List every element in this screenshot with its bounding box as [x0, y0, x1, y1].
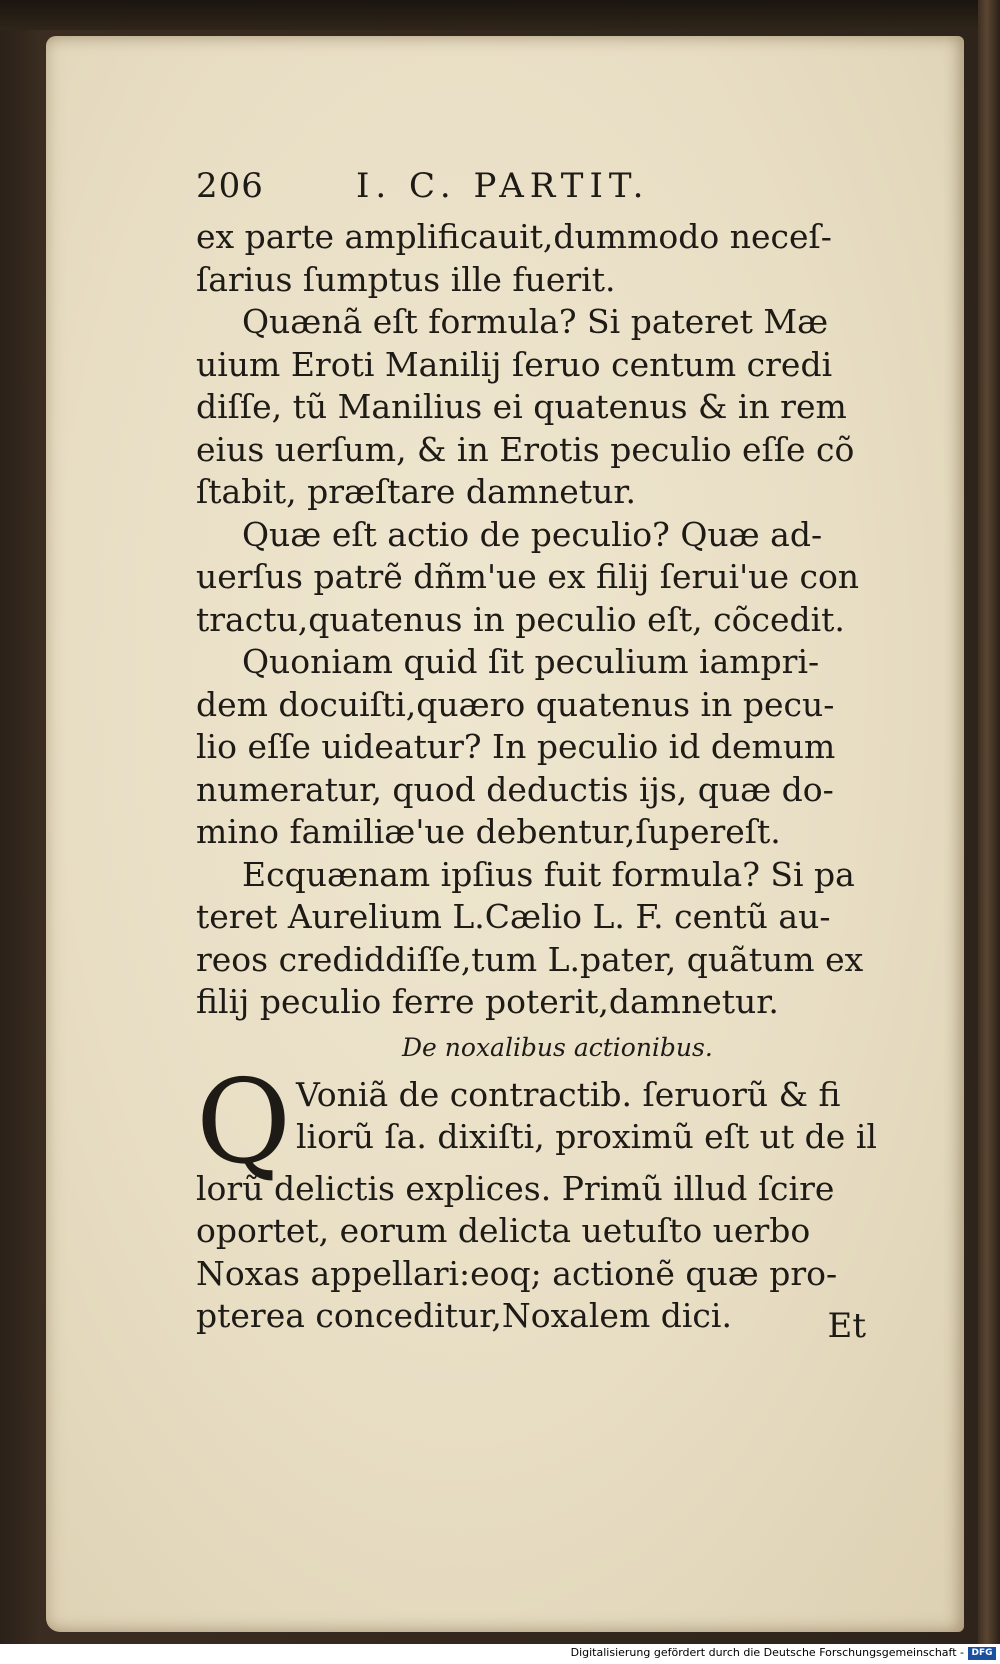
- dfg-logo-icon: DFG: [968, 1647, 996, 1660]
- text-line: eius uerſum, & in Erotis peculio eſſe cõ: [196, 429, 855, 469]
- drop-cap-initial: Q: [196, 1054, 292, 1190]
- funding-credit: Digitalisierung gefördert durch die Deutsche Forschungsgemeinschaft -: [570, 1646, 964, 1659]
- text-line: numeratur, quod deductis ijs, quæ do-: [196, 769, 834, 809]
- running-head: [196, 166, 956, 216]
- text-line: mino familiæ'ue debentur,ſupereſt.: [196, 812, 781, 851]
- text-line: reos crediddiſſe,tum L.pater, quãtum ex: [196, 939, 864, 979]
- catchword: Et: [827, 1306, 866, 1346]
- text-line: Quæ eſt actio de peculio? Quæ ad-: [242, 514, 823, 554]
- text-line: Ecquænam ipſius fuit formula? Si pa: [242, 854, 855, 894]
- text-line: dem docuiſti,quæro quatenus in pecu-: [196, 684, 835, 724]
- text-line: uerſus patrẽ dñm'ue ex filij ſerui'ue con: [196, 557, 860, 596]
- text-line: Noxas appellari:eoq; actionẽ quæ pro-: [196, 1253, 838, 1293]
- initial-lines: [296, 1074, 956, 1168]
- book-edge-right: [978, 0, 1000, 1644]
- text-line: ex parte amplificauit,dummodo neceſ-: [196, 217, 832, 256]
- text-line: lorũ delictis explices. Primũ illud ſcire: [196, 1168, 835, 1208]
- text-line: Quoniam quid ſit peculium iampri-: [242, 642, 820, 681]
- text-line: ſtabit, præſtare damnetur.: [196, 472, 636, 511]
- book-edge-top: [0, 0, 1000, 30]
- section-heading: De noxalibus actionibus.: [402, 1032, 713, 1062]
- text-line: filij peculio ferre poterit,damnetur.: [196, 982, 779, 1021]
- footer-bar: [0, 1644, 1000, 1664]
- text-line: oportet, eorum delicta uetuſto uerbo: [196, 1211, 811, 1250]
- text-line: teret Aurelium L.Cælio L. F. centũ au-: [196, 897, 831, 936]
- text-block: [196, 166, 956, 1338]
- text-line: Voniã de contractib. ſeruorũ & fi: [296, 1074, 841, 1114]
- page-number: 206: [196, 166, 264, 206]
- book-page: [46, 36, 964, 1632]
- text-line: lio eſſe uideatur? In peculio id demum: [196, 727, 836, 766]
- running-title: I. C. PARTIT.: [356, 166, 650, 206]
- text-line: Quænã eſt formula? Si pateret Mæ: [242, 302, 829, 341]
- text-line: tractu,quatenus in peculio eſt, cõcedit.: [196, 599, 845, 639]
- text-line: diſſe, tũ Manilius ei quatenus & in rem: [196, 387, 847, 426]
- text-line: liorũ ſa. dixiſti, proximũ eſt ut de il: [296, 1117, 877, 1156]
- text-line: pterea conceditur,Noxalem dici.: [196, 1296, 732, 1335]
- text-line: ſarius ſumptus ille fuerit.: [196, 259, 616, 299]
- text-line: uium Eroti Manilij ſeruo centum credi: [196, 344, 833, 384]
